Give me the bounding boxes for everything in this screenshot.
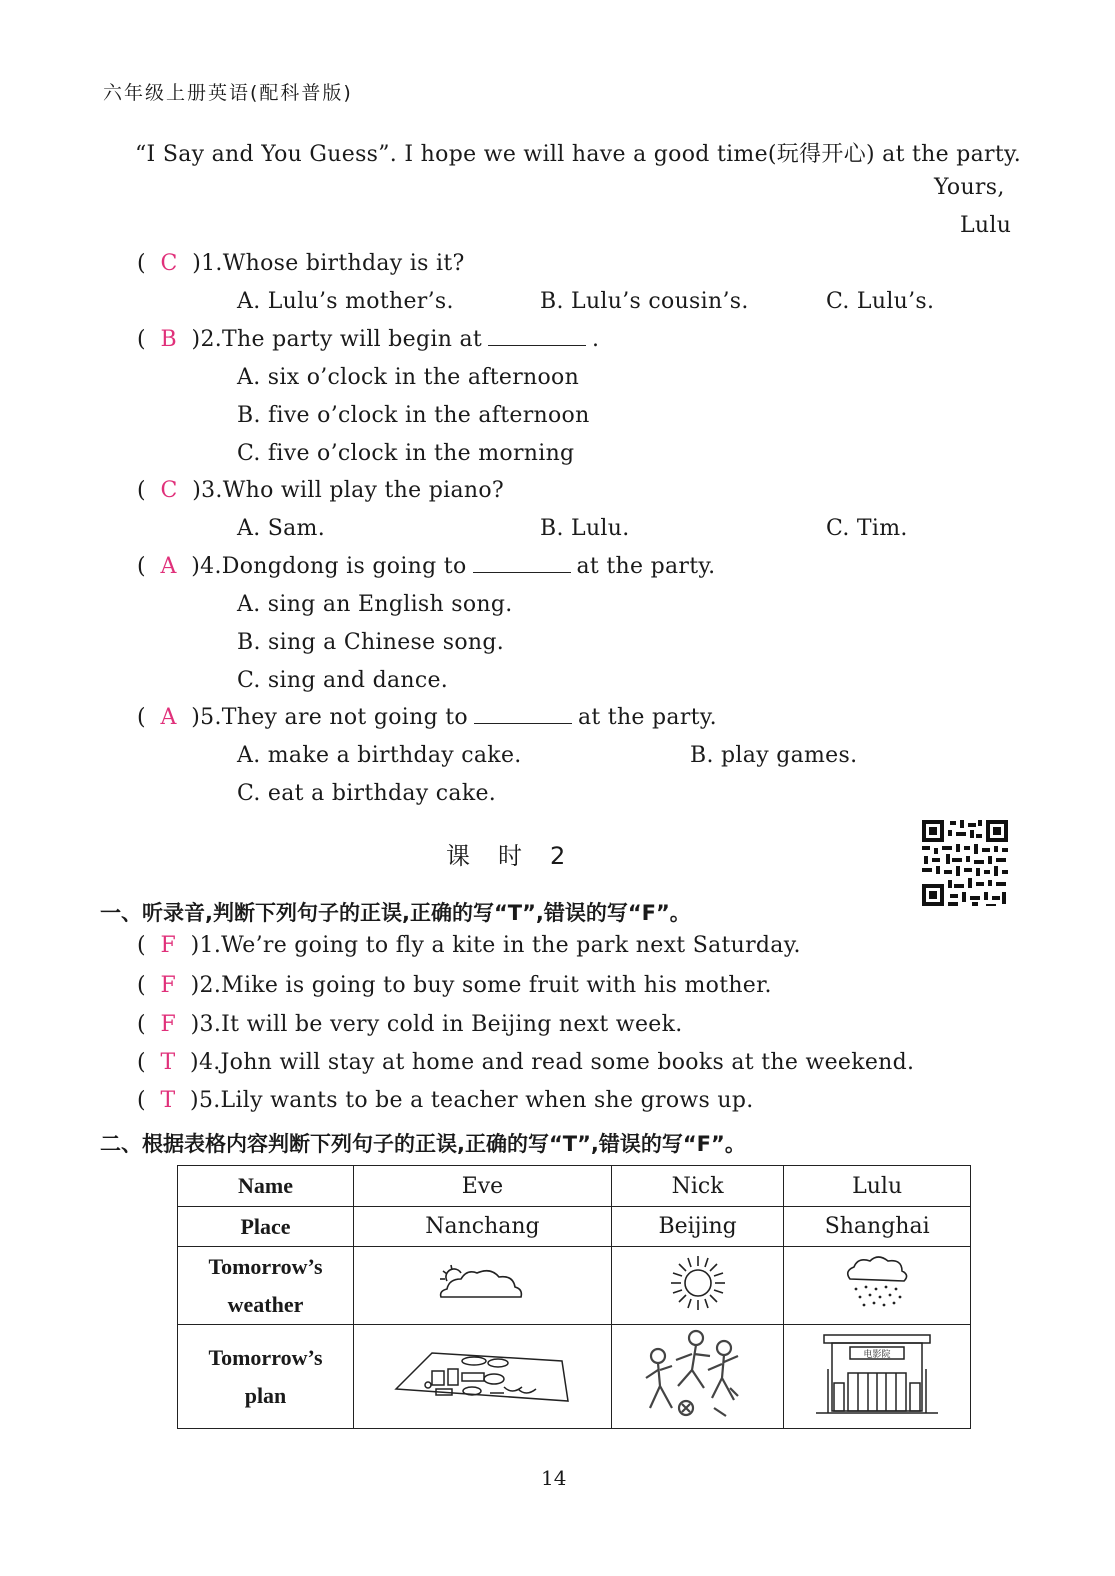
weather-cell: [354, 1247, 612, 1325]
answer-mark: A: [160, 554, 177, 579]
qr-code-icon[interactable]: [920, 818, 1010, 908]
lesson-title: 课时2: [446, 842, 594, 870]
question-4: ( A )4.Dongdong is going to at the party.: [137, 554, 716, 579]
place-cell: Shanghai: [784, 1207, 971, 1247]
answer-blank: [474, 722, 572, 724]
question-5: ( A )5.They are not going to at the party.: [137, 705, 717, 730]
letter-signoff: Yours,: [934, 175, 1005, 200]
table-row: [178, 1325, 971, 1429]
letter-closing-line: “I Say and You Guess”. I hope we will have a good time(玩得开心) at the party.: [135, 142, 1022, 167]
option-b: B. play games.: [690, 743, 858, 768]
answer-mark: C: [160, 478, 178, 503]
table-row: [178, 1247, 971, 1325]
answer-mark: A: [160, 705, 177, 730]
tf-item-5: ( T )5.Lily wants to be a teacher when she grows up.: [137, 1088, 754, 1113]
tf-item-1: ( F )1.We’re going to fly a kite in the park next Saturday.: [137, 933, 801, 958]
option-b: B. sing a Chinese song.: [237, 630, 505, 655]
option-a: A. make a birthday cake.: [237, 743, 522, 768]
answer-mark: F: [160, 933, 177, 958]
plan-cell: [354, 1325, 612, 1429]
option-b: B. five o’clock in the afternoon: [237, 403, 590, 428]
rain-icon: [842, 1253, 912, 1313]
cinema-sign-text: 电影院: [863, 1349, 891, 1360]
section-2-title: 二、根据表格内容判断下列句子的正误,正确的写“T”,错误的写“F”。: [100, 1132, 746, 1156]
picnic-icon: [392, 1339, 572, 1409]
partly-cloudy-icon: [437, 1261, 527, 1305]
answer-mark: F: [160, 1012, 177, 1037]
option-a: A. six o’clock in the afternoon: [237, 365, 580, 390]
tf-item-2: ( F )2.Mike is going to buy some fruit with his mother.: [137, 973, 772, 998]
option-b: B. Lulu.: [540, 516, 630, 541]
answer-mark: T: [160, 1088, 176, 1113]
weather-header: Tomorrow’s weather: [178, 1247, 354, 1325]
question-3: ( C )3.Who will play the piano?: [137, 478, 504, 503]
name-cell: Eve: [354, 1166, 612, 1207]
plan-cell: [784, 1325, 971, 1429]
letter-signature: Lulu: [960, 213, 1012, 238]
plan-cell: [611, 1325, 783, 1429]
option-c: C. Lulu’s.: [826, 289, 935, 314]
place-header: Place: [178, 1207, 354, 1247]
weather-cell: [611, 1247, 783, 1325]
option-c: C. Tim.: [826, 516, 908, 541]
tf-item-3: ( F )3.It will be very cold in Beijing next week.: [137, 1012, 683, 1037]
option-c: C. sing and dance.: [237, 668, 449, 693]
option-c: C. five o’clock in the morning: [237, 441, 575, 466]
name-cell: Nick: [611, 1166, 783, 1207]
cinema-building-icon: [812, 1329, 942, 1419]
question-2: ( B )2.The party will begin at .: [137, 327, 600, 352]
table-row: [178, 1166, 971, 1207]
page-number: 14: [541, 1466, 567, 1490]
section-1-title: 一、听录音,判断下列句子的正误,正确的写“T”,错误的写“F”。: [100, 901, 691, 925]
option-a: A. sing an English song.: [237, 592, 513, 617]
answer-mark: T: [160, 1050, 176, 1075]
football-players-icon: [638, 1326, 758, 1422]
option-c: C. eat a birthday cake.: [237, 781, 497, 806]
book-header: 六年级上册英语(配科普版): [103, 82, 353, 104]
option-b: B. Lulu’s cousin’s.: [540, 289, 749, 314]
place-cell: Nanchang: [354, 1207, 612, 1247]
info-table: [177, 1165, 971, 1429]
option-a: A. Sam.: [237, 516, 326, 541]
table-row: [178, 1207, 971, 1247]
answer-blank: [488, 344, 586, 346]
sun-icon: [668, 1253, 728, 1313]
answer-blank: [473, 571, 571, 573]
place-cell: Beijing: [611, 1207, 783, 1247]
answer-mark: B: [160, 327, 177, 352]
option-a: A. Lulu’s mother’s.: [237, 289, 454, 314]
answer-mark: F: [160, 973, 177, 998]
question-1: ( C )1.Whose birthday is it?: [137, 251, 465, 276]
answer-mark: C: [160, 251, 178, 276]
name-header: Name: [178, 1166, 354, 1207]
tf-item-4: ( T )4.John will stay at home and read some books at the weekend.: [137, 1050, 915, 1075]
plan-header: Tomorrow’s plan: [178, 1325, 354, 1429]
weather-cell: [784, 1247, 971, 1325]
name-cell: Lulu: [784, 1166, 971, 1207]
